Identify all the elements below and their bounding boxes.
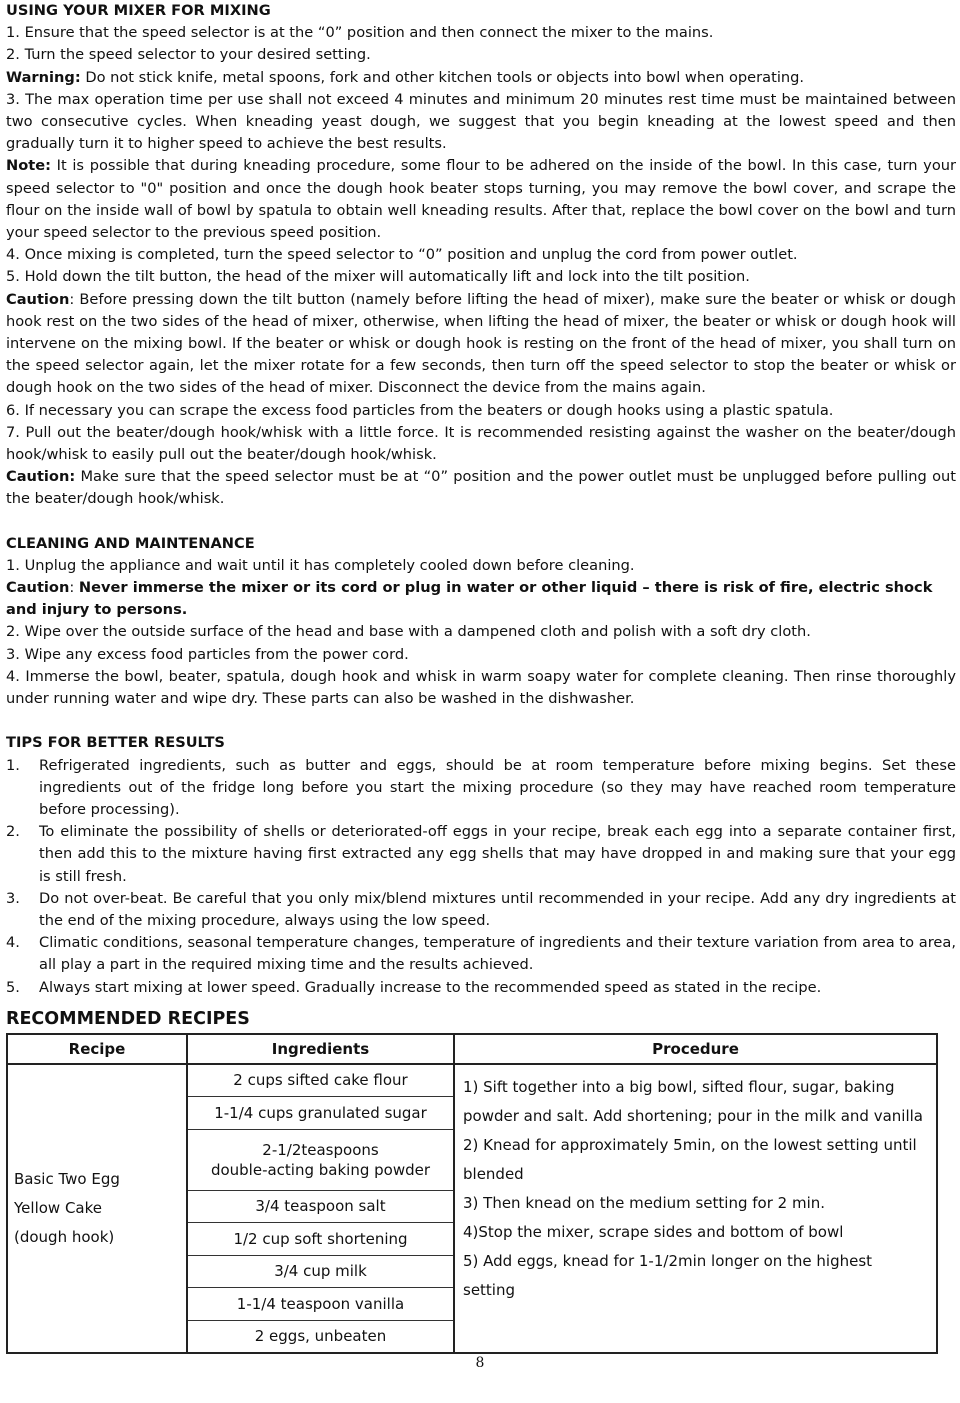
cleaning-step-3: 3. Wipe any excess food particles from the power cord. [6,645,409,663]
tips-list [6,755,956,999]
mixing-step-1: 1. Ensure that the speed selector is at the “0” position and then connect the mixer to the mains. [6,24,714,42]
recipes-table [6,1033,938,1355]
tip-number: 1. [6,756,20,774]
section-heading-recipes: RECOMMENDED RECIPES [6,1008,250,1029]
cleaning-step-4: 4. Immerse the bowl, beater, spatula, dough hook and whisk in warm soapy water for complete cleaning. Then rinse thoroughly under running water and wipe dry. These parts can also be washed in the dishwasher. [6,667,956,708]
procedure-step: 1) Sift together into a big bowl, sifted flour, sugar, baking powder and salt. Add shortening; pour in the milk and vanilla [463,1077,923,1125]
mixing-step-3-kneading: When kneading yeast dough, we suggest that you begin kneading at the lowest speed and then gradually turn it to higher speed to achieve the best results. [6,113,956,153]
tip-item [6,755,956,822]
spacer [6,710,956,732]
mixing-step-3-text: 3. The max operation time per use shall not exceed 4 minutes and minimum 20 minutes rest time must be maintained between two consecutive cycles. [6,90,956,131]
cleaning-step-1: 1. Unplug the appliance and wait until it has completely cooled down before cleaning. [6,556,635,574]
cleaning-step-2: 2. Wipe over the outside surface of the head and base with a dampened cloth and polish with a soft dry cloth. [6,623,811,641]
tip-text: Do not over-beat. Be careful that you only mix/blend mixtures until recommended in your recipe. Add any dry ingredients at the end of the mixing procedure, always using the low speed. [39,889,956,929]
ingredients-cell [187,1064,454,1354]
warning-label: Warning: [6,68,81,86]
tip-number: 3. [6,889,20,907]
warning-text: Do not stick knife, metal spoons, fork and other kitchen tools or objects into bowl when operating. [80,68,805,86]
recipe-name [7,1064,187,1354]
column-header-procedure: Procedure [454,1034,937,1064]
mixing-step-5: 5. Hold down the tilt button, the head of the mixer will automatically lift and lock into the tilt position. [6,268,750,286]
mixing-step-3 [6,89,956,156]
manual-page [6,0,956,1354]
tip-text: Climatic conditions, seasonal temperature changes, temperature of ingredients and their texture variation from area to area, all play a part in the required mixing time and the results achieved. [39,934,956,974]
recipe-name-line: Basic Two Egg [14,1169,120,1188]
caution-text: Make sure that the speed selector must be at “0” position and the power outlet must be unplugged before pulling out the beater/dough hook/whisk. [6,468,956,508]
mixing-warning [6,67,956,89]
caution-text: Never immerse the mixer or its cord or plug in water or other liquid – there is risk of fire, electric shock and injury to persons. [6,579,933,619]
caution-label: Caution [6,290,70,308]
procedure-step: 2) Knead for approximately 5min, on the lowest setting until blended [463,1135,917,1183]
caution-text: : Before pressing down the tilt button (namely before lifting the head of mixer), make sure the beater or whisk or dough hook rest on the two sides of the head of mixer, otherwise, when lifting the head of mixer, the beater or whisk or dough hook will intervene on the mixing bowl. If the beater or whisk or dough hook is resting on the front of the head of mixer, you shall turn on the speed selector again, let the mixer rotate for a few seconds, then turn off the speed selector to stop the beater or whisk or dough hook on the two sides of the head of mixer. Disconnect the device from the mains again. [6,290,956,397]
ingredient-item: 1-1/4 teaspoon vanilla [188,1288,453,1321]
tip-text: Refrigerated ingredients, such as butter and eggs, should be at room temperature before mixing begins. Set these ingredients out of the fridge long before you start the mixing procedure (so they may have reached room temperature before processing). [39,756,956,818]
column-header-recipe: Recipe [7,1034,187,1064]
section-heading-tips: TIPS FOR BETTER RESULTS [6,734,225,752]
recipe-name-line: Yellow Cake [14,1198,102,1217]
tip-text: Always start mixing at lower speed. Gradually increase to the recommended speed as stated in the recipe. [39,978,822,996]
mixing-step-2: 2. Turn the speed selector to your desired setting. [6,46,371,64]
page-number: 8 [475,1355,485,1371]
procedure-step: 5) Add eggs, knead for 1-1/2min longer on the highest setting [463,1251,873,1299]
tip-item [6,821,956,888]
mixing-caution-2 [6,466,956,510]
recipe-row [7,1064,937,1354]
mixing-step-6: 6. If necessary you can scrape the excess food particles from the beaters or dough hooks using a plastic spatula. [6,401,834,419]
caution-label: Caution [6,579,70,597]
caution-label: Caution: [6,468,76,486]
ingredient-line: 2-1/2teaspoons [262,1140,379,1159]
tip-item [6,977,956,999]
procedure-cell [454,1064,937,1354]
recipes-header-row [7,1034,937,1064]
ingredient-item: 3/4 cup milk [188,1256,453,1289]
tip-item [6,932,956,976]
tip-item [6,888,956,932]
recipe-name-line: (dough hook) [14,1227,115,1246]
tip-number: 4. [6,934,20,952]
section-heading-cleaning: CLEANING AND MAINTENANCE [6,534,255,552]
tip-number: 5. [6,978,20,996]
tip-number: 2. [6,823,20,841]
mixing-step-4: 4. Once mixing is completed, turn the speed selector to “0” position and unplug the cord from power outlet. [6,246,798,264]
procedure-step: 4)Stop the mixer, scrape sides and bottom of bowl [463,1222,844,1241]
cleaning-caution [6,577,956,621]
mixing-caution-1 [6,289,956,400]
mixing-note [6,155,956,244]
note-text: It is possible that during kneading procedure, some flour to be adhered on the inside of the bowl. In this case, turn your speed selector to "0" position and once the dough hook beater stops turning, you may remove the bowl cover, and scrape the flour on the inside wall of bowl by spatula to obtain well kneading results. After that, replace the bowl cover on the bowl and turn your speed selector to the previous speed position. [6,157,956,242]
ingredient-line: double-acting baking powder [210,1160,431,1179]
spacer [6,511,956,533]
ingredient-item: 1-1/4 cups granulated sugar [188,1097,453,1130]
mixing-step-7: 7. Pull out the beater/dough hook/whisk with a little force. It is recommended resisting against the washer on the beater/dough hook/whisk to easily pull out the beater/dough hook/whisk. [6,423,956,464]
caution-colon: : [69,579,79,597]
section-heading-mixing: USING YOUR MIXER FOR MIXING [6,2,271,19]
tip-text: To eliminate the possibility of shells or deteriorated-off eggs in your recipe, break each egg into a separate container first, then add this to the mixture having first extracted any egg shells that may have dropped in and making sure that your egg is still fresh. [39,823,956,885]
ingredient-item: 2 eggs, unbeaten [254,1327,387,1346]
ingredient-item: 1/2 cup soft shortening [188,1223,453,1256]
ingredient-item [188,1130,453,1191]
ingredient-item: 3/4 teaspoon salt [188,1191,453,1224]
note-label: Note: [6,157,51,175]
ingredient-item: 2 cups sifted cake flour [188,1065,453,1098]
procedure-step: 3) Then knead on the medium setting for 2 min. [463,1193,826,1212]
column-header-ingredients: Ingredients [187,1034,454,1064]
